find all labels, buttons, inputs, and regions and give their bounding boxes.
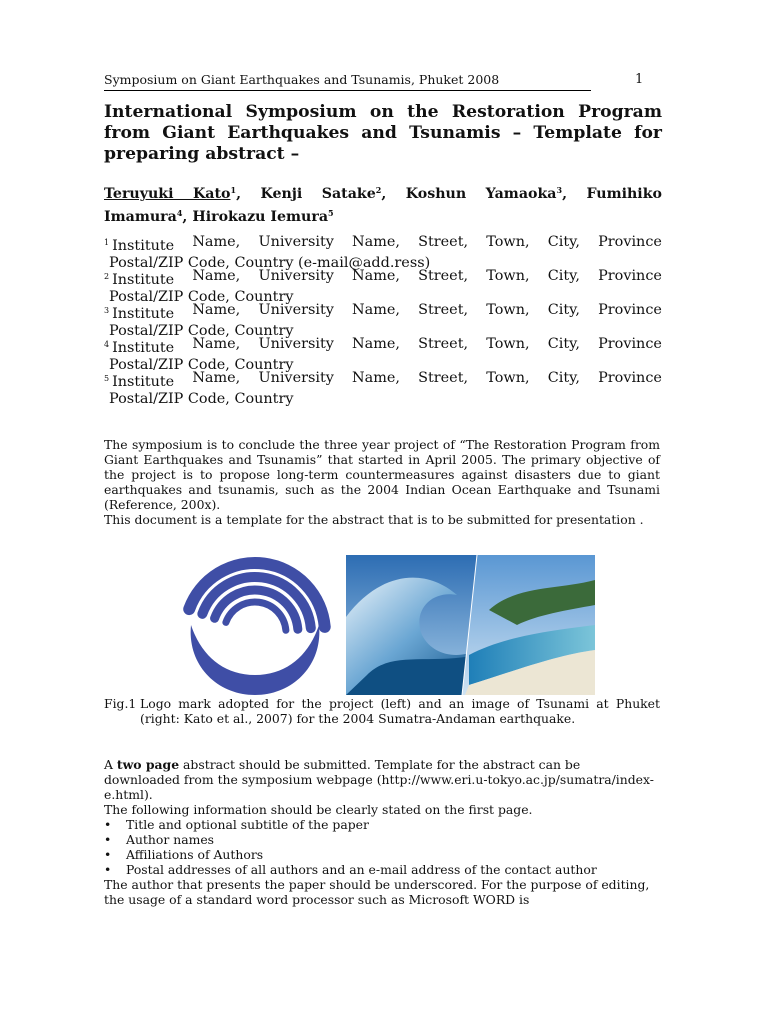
affiliation-marker: 5 — [328, 208, 334, 218]
affiliation-marker: 4 — [176, 208, 183, 218]
running-title: Symposium on Giant Earthquakes and Tsunamis, Phuket 2008 — [104, 72, 500, 87]
instructions-paragraph-2: The following information should be clearly stated on the first page. — [104, 802, 533, 817]
affiliation: $^1$ Institute Name, University Name, Street, Town, City, Province Postal/ZIP Code, Country (e-mail@add.ress) — [104, 234, 662, 271]
list-item: • Title and optional subtitle of the paper — [104, 817, 369, 832]
project-logo — [189, 563, 325, 695]
bullet-icon: • — [104, 817, 112, 832]
affiliation-address: Postal/ZIP Code, Country — [109, 391, 294, 407]
author-list: Teruyuki Kato$^1$, Kenji Satake$^2$, Koshun Yamaoka$^3$, Fumihiko Imamura$^4$, Hirokazu Iemura$^5$ — [104, 185, 662, 225]
affiliation-number: 4 — [104, 340, 110, 349]
author-name: Teruyuki Kato — [104, 186, 231, 202]
author-name: Kenji Satake — [260, 186, 376, 202]
running-header — [104, 71, 591, 91]
intro-section — [104, 437, 660, 527]
list-item: • Author names — [104, 832, 215, 847]
bullet-icon: • — [104, 862, 112, 877]
affiliation: $^3$ Institute Name, University Name, Street, Town, City, Province Postal/ZIP Code, Country — [104, 302, 662, 339]
affiliation-number: 3 — [104, 306, 110, 315]
affiliation-address: Postal/ZIP Code, Country — [109, 289, 294, 305]
figure-1-images — [177, 555, 597, 695]
bullet-icon: • — [104, 847, 112, 862]
figure-caption-text: Logo mark adopted for the project (left) and an image of Tsunami at Phuket (right: Kato et al., 2007) for the 2004 Sumatra-Andaman earthquake. — [140, 696, 660, 726]
instructions-paragraph-3: The author that presents the paper should be underscored. For the purpose of editing, the usage of a standard word processor such as Microsoft WORD is — [104, 877, 650, 907]
affiliation-number: 2 — [104, 272, 110, 281]
intro-paragraph-2: This document is a template for the abstract that is to be submitted for presentation . — [104, 512, 644, 527]
affiliation: $^2$ Institute Name, University Name, Street, Town, City, Province Postal/ZIP Code, Country — [104, 268, 662, 305]
affiliation-number: 5 — [104, 374, 110, 383]
intro-paragraph: The symposium is to conclude the three year project of “The Restoration Program from Giant Earthquakes and Tsunamis” that started in April 2005. The primary objective of the project is to propose long-term countermeasures against disasters due to giant earthquakes and tsunamis, such as the 2004 Indian Ocean Earthquake and Tsunami (Reference, 200x). — [104, 437, 660, 512]
affiliation-address: Postal/ZIP Code, Country — [109, 323, 294, 339]
bullet-icon: • — [104, 832, 112, 847]
affiliation-address: Postal/ZIP Code, Country (e-mail@add.ress) — [109, 255, 431, 271]
affiliation: $^5$ Institute Name, University Name, Street, Town, City, Province Postal/ZIP Code, Country — [104, 370, 662, 407]
figure-1 — [177, 555, 597, 699]
list-item: • Affiliations of Authors — [104, 847, 264, 862]
list-item: • Postal addresses of all authors and an e-mail address of the contact author — [104, 862, 597, 877]
affiliation-number: 1 — [104, 238, 110, 247]
author-name: Fumihiko Imamura — [104, 186, 662, 225]
instructions-section — [104, 757, 660, 907]
page-number: 1 — [635, 72, 644, 87]
affiliation-marker: 3 — [556, 185, 563, 195]
paper-title: International Symposium on the Restoration Program from Giant Earthquakes and Tsunamis – Template for preparing abstract – — [104, 102, 662, 164]
instructions-paragraph: A two page abstract should be submitted. Template for the abstract can be downloaded from the symposium webpage (http://www.eri.u-tokyo.ac.jp/sumatra/index-e.html). — [104, 757, 654, 802]
emphasis-two-page: two page — [116, 757, 180, 772]
author-name: Koshun Yamaoka — [405, 186, 557, 202]
tsunami-photo — [346, 555, 595, 695]
requirements-list — [104, 817, 660, 877]
figure-label: Fig.1 — [104, 696, 137, 711]
author-name: Hirokazu Iemura — [192, 209, 329, 225]
affiliation-marker: 1 — [230, 185, 237, 195]
affiliation-address: Postal/ZIP Code, Country — [109, 357, 294, 373]
affiliation: $^4$ Institute Name, University Name, Street, Town, City, Province Postal/ZIP Code, Country — [104, 336, 662, 373]
affiliation-marker: 2 — [375, 185, 382, 195]
